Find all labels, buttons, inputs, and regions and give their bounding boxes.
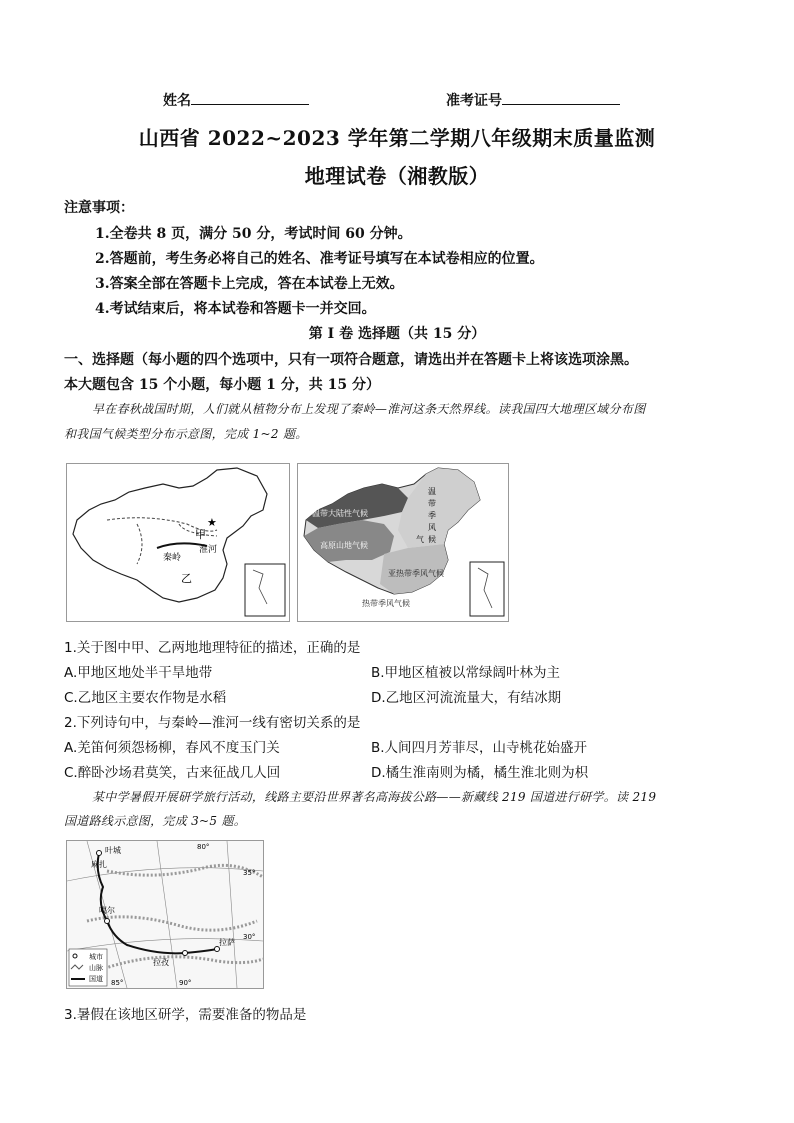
intro1-line1: 早在春秋战国时期，人们就从植物分布上发现了秦岭—淮河这条天然界线。读我国四大地理区域分布图 <box>92 402 646 416</box>
name-label: 姓名 <box>163 93 191 109</box>
map3-label-geer: 噶尔 <box>99 906 115 915</box>
notice-item: 3.答案全部在答题卡上完成，答在本试卷上无效。 <box>95 276 404 292</box>
map2-label-temperate-monsoon-6: 候 <box>428 535 436 544</box>
question-1-option-a: A.甲地区地处半干旱地带 <box>64 665 213 681</box>
map3-legend-mountain: 山脉 <box>89 964 103 972</box>
map1-label-qinling: 秦岭 <box>163 553 182 563</box>
notice-item: 2.答题前，考生务必将自己的姓名、准考证号填写在本试卷相应的位置。 <box>95 251 544 267</box>
map3-lon-80: 80° <box>197 843 210 851</box>
map2-label-temperate-monsoon-5: 气 <box>416 535 424 544</box>
map2-label-subtropical-monsoon: 亚热带季风气候 <box>388 569 444 578</box>
exam-subtitle: 地理试卷（湘教版） <box>304 164 490 188</box>
map2-label-temperate-monsoon-3: 季 <box>428 511 436 520</box>
part1-heading: 第 I 卷 选择题（共 15 分） <box>308 326 486 342</box>
map3-label-lazi: 拉孜 <box>153 958 169 967</box>
exam-title: 山西省 2022~2023 学年第二学期八年级期末质量监测 <box>138 126 656 150</box>
section1-line2: 本大题包含 15 个小题，每小题 1 分，共 15 分） <box>64 377 380 393</box>
section1-line1: 一、选择题（每小题的四个选项中，只有一项符合题意，请选出并在答题卡上将该选项涂黑。 <box>64 352 638 368</box>
map2-label-tropical-monsoon: 热带季风气候 <box>362 599 410 608</box>
question-3-stem: 3.暑假在该地区研学，需要准备的物品是 <box>64 1007 307 1023</box>
map1-label-jia: 甲 <box>195 528 206 541</box>
question-1-option-c: C.乙地区主要农作物是水稻 <box>64 690 227 706</box>
name-blank <box>191 90 309 105</box>
intro1-line2: 和我国气候类型分布示意图，完成 1~2 题。 <box>64 427 308 441</box>
map3-lon-90: 90° <box>179 979 192 987</box>
capital-star-icon: ★ <box>207 516 217 529</box>
exam-id-blank <box>502 90 620 105</box>
city-symbol-icon <box>73 954 77 958</box>
map3-label-lasa: 拉萨 <box>219 938 235 947</box>
map3-lat-35: 35° <box>243 869 256 877</box>
exam-id-label: 准考证号 <box>446 93 502 109</box>
china-climate-map <box>297 463 509 622</box>
question-1-stem: 1.关于图中甲、乙两地地理特征的描述，正确的是 <box>64 640 361 656</box>
name-field <box>163 90 309 110</box>
question-2-option-d: D.橘生淮南则为橘，橘生淮北则为枳 <box>371 765 589 781</box>
question-2-option-c: C.醉卧沙场君莫笑，古来征战几人回 <box>64 765 281 781</box>
map3-label-mazha: 麻扎 <box>91 860 107 869</box>
map3-label-yecheng: 叶城 <box>105 846 121 855</box>
map2-label-temperate-monsoon-2: 带 <box>428 499 436 508</box>
map3-legend-city: 城市 <box>89 953 103 961</box>
south-china-sea-inset <box>245 564 285 616</box>
notice-heading: 注意事项： <box>64 200 134 216</box>
question-2-option-a: A.羌笛何须怨杨柳，春风不度玉门关 <box>64 740 280 756</box>
intro2-line2: 国道路线示意图，完成 3~5 题。 <box>64 814 247 828</box>
map2-label-plateau-mountain: 高原山地气候 <box>320 541 368 550</box>
notice-item: 4.考试结束后，将本试卷和答题卡一并交回。 <box>95 301 376 317</box>
map2-label-temperate-monsoon-1: 温 <box>428 487 436 496</box>
map3-legend-road: 国道 <box>89 975 103 983</box>
map2-label-temperate-continental: 温带大陆性气候 <box>312 509 368 518</box>
exam-id-field <box>446 90 620 110</box>
map3-lon-85: 85° <box>111 979 124 987</box>
south-china-sea-inset <box>470 562 504 616</box>
question-2-stem: 2.下列诗句中，与秦岭—淮河一线有密切关系的是 <box>64 715 361 731</box>
question-1-option-b: B.甲地区植被以常绿阔叶林为主 <box>371 665 561 681</box>
question-2-option-b: B.人间四月芳菲尽，山寺桃花始盛开 <box>371 740 588 756</box>
question-1-option-d: D.乙地区河流流量大，有结冰期 <box>371 690 562 706</box>
map1-label-yi: 乙 <box>181 572 192 585</box>
map3-lat-30: 30° <box>243 933 256 941</box>
notice-item: 1.全卷共 8 页，满分 50 分，考试时间 60 分钟。 <box>95 226 412 242</box>
map2-label-temperate-monsoon-4: 风 <box>428 523 436 532</box>
china-regions-map <box>66 463 290 622</box>
route-219-map <box>66 840 264 989</box>
map1-label-huaihe: 淮河 <box>199 545 218 555</box>
intro2-line1: 某中学暑假开展研学旅行活动，线路主要沿世界著名高海拔公路——新藏线 219 国道进行研学。读 219 <box>92 790 657 804</box>
